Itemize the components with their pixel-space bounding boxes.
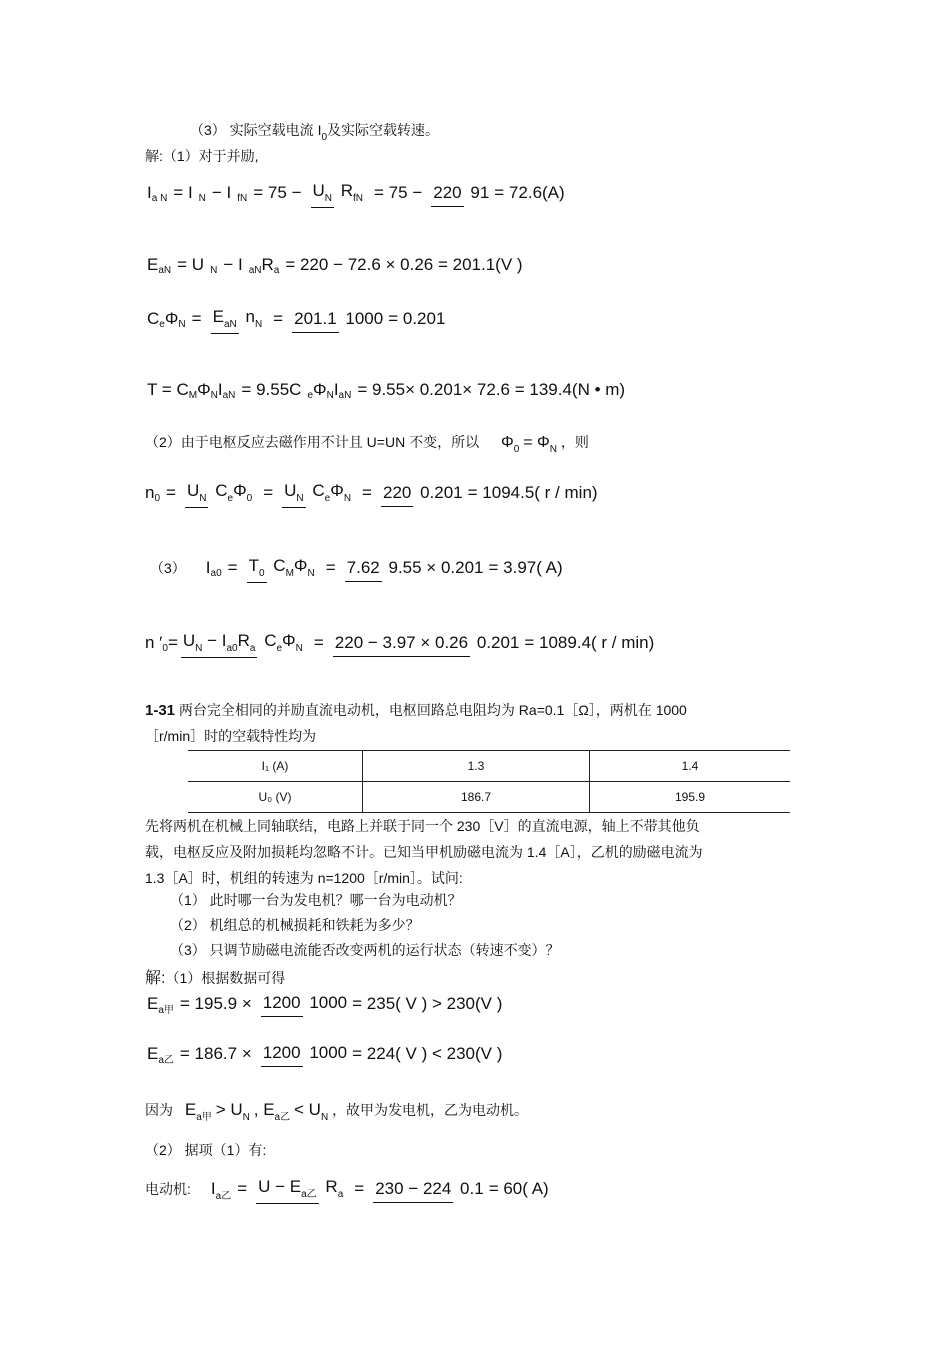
problem-number: 1-31: [145, 702, 176, 719]
eq10-num2: 230 − 224: [373, 1178, 453, 1203]
eq9-t1: = 186.7 ×: [179, 1043, 252, 1063]
eq10-lhs: I: [210, 1179, 216, 1198]
eq8-num: 1200: [261, 992, 303, 1017]
eq5-lhs: n: [145, 483, 155, 502]
eq5-frac2: [282, 478, 353, 508]
eq6-lhs-sub: a0: [210, 567, 222, 579]
eq9-lhs: E: [147, 1043, 159, 1063]
eq1-num: U: [312, 181, 325, 200]
solution2-intro: [145, 965, 285, 988]
eq7-lhs: n ′: [145, 633, 163, 652]
eq1-t2: − I: [211, 183, 232, 202]
eq7-den1-phi: Φ: [282, 631, 296, 650]
eq5-frac3: [381, 480, 465, 507]
table-cell: 195.9: [590, 782, 791, 813]
eq5-num2-sub: N: [296, 493, 304, 504]
eq5-den2: C: [312, 481, 325, 500]
eq5-lhs-sub: 0: [154, 492, 161, 504]
solution2-label: 解:: [145, 970, 166, 987]
eq5-frac1: [185, 478, 254, 508]
eq7-den1-sub: e: [276, 643, 283, 654]
eq1-t1: = I: [173, 183, 193, 202]
eq1-num2: 220: [431, 182, 463, 207]
eq4-t: T = C: [147, 380, 189, 399]
eq4-s2: N: [210, 389, 218, 401]
equation-motor-current: 电动机: I a乙 = U − Ea乙 Ra = 230 − 224 0.1 = 60( A): [145, 1174, 549, 1204]
equation-emf-jia: [147, 990, 502, 1017]
eq4-s5: N: [326, 389, 334, 401]
eq5-den2-phi-sub: N: [343, 493, 352, 504]
eq7-lhs-sub: 0: [162, 642, 168, 654]
part3-heading: [190, 120, 440, 143]
problem-line-1-text: 两台完全相同的并励直流电动机，电枢回路总电阻均为 Ra=0.1［Ω］，两机在 1000: [178, 702, 687, 718]
question-3: （3） 只调节励磁电流能否改变两机的运行状态（转速不变）？: [170, 942, 560, 958]
eq2-t3-sub: a: [273, 264, 280, 276]
eq7-num1c: R: [237, 631, 250, 650]
eq1-t3: = 75 −: [253, 183, 302, 202]
eq10-result: = 60( A): [488, 1179, 549, 1198]
part2-solution: （2） 据项（1）有:: [145, 1142, 267, 1158]
equation-armature-current: [147, 178, 565, 208]
question-2: （2） 机组总的机械损耗和铁耗为多少？: [170, 917, 420, 933]
phiN-sub: N: [549, 444, 557, 455]
concl-c-sub: N: [242, 1112, 250, 1123]
eq5-num2: U: [284, 481, 297, 500]
eq6-den1-phi-sub: N: [307, 568, 315, 579]
eq2-t1-sub: N: [210, 264, 218, 276]
eq9-result: = 224( V ) < 230(V ): [352, 1043, 503, 1063]
eq5-den2-sub: e: [324, 493, 331, 504]
eq10-den1-sub: a: [337, 1189, 344, 1200]
eq10-den2: 0.1: [460, 1178, 484, 1198]
eq6-den2: 9.55 × 0.201: [388, 557, 484, 577]
concl-d: , E: [253, 1100, 275, 1119]
eq3-den: n: [245, 307, 255, 326]
phi-equals: = Φ: [523, 434, 550, 451]
eq1-lhs-sub: a N: [151, 192, 168, 204]
eq4-b: I: [217, 380, 223, 399]
problem-line-2: ［r/min］时的空载特性均为: [145, 728, 317, 744]
eq3-num2: 201.1: [292, 308, 339, 333]
eq1-t1-sub: N: [198, 192, 206, 204]
concl-c: > U: [215, 1100, 243, 1119]
eq4-s6: aN: [338, 389, 352, 401]
eq10-num1: U − E: [258, 1177, 302, 1196]
eq7-num1b-sub: a0: [226, 643, 238, 654]
eq6-den1: C: [273, 556, 286, 575]
part3-text: （3） 实际空载电流 I: [190, 122, 322, 138]
eq8-result: = 235( V ) > 230(V ): [352, 993, 503, 1013]
problem-line-4: 载，电枢反应及附加损耗均忽略不计。已知当甲机励磁电流为 1.4［A］，乙机的励磁电流为: [145, 844, 703, 860]
eq3-phi: Φ: [164, 309, 179, 328]
question-1: （1） 此时哪一台为发电机？哪一台为电动机？: [170, 892, 462, 908]
eq1-lhs: I: [147, 183, 152, 202]
equation-emf: [147, 255, 529, 275]
concl-e: < U: [294, 1100, 321, 1119]
solution-intro: 解:（1）对于并励,: [145, 148, 259, 164]
eq3-lhs: C: [147, 309, 160, 328]
concl-a: 因为: [145, 1102, 173, 1118]
eq10-den1: R: [325, 1177, 338, 1196]
eq1-t4: = 75 −: [374, 183, 423, 202]
concl-f: ，故甲为发电机，乙为电动机。: [332, 1102, 529, 1118]
eq6-den1-sub: M: [285, 568, 294, 579]
eq8-t1: = 195.9 ×: [179, 993, 252, 1013]
table-row: [188, 782, 790, 813]
problem-line-5: 1.3［A］时，机组的转速为 n=1200［r/min］。试问:: [145, 870, 463, 886]
part2-text: [145, 432, 589, 455]
eq7-num1b: − I: [207, 631, 227, 650]
eq9-lhs-sub: a乙: [158, 1055, 174, 1066]
part2-tail: ，则: [560, 434, 589, 450]
eq2-lhs: E: [147, 255, 159, 274]
concl-d-sub: a乙: [274, 1112, 291, 1123]
eq6-frac1: [247, 553, 317, 583]
eq4-s4: e: [307, 389, 313, 401]
eq7-den1: C: [264, 631, 277, 650]
eq1-t2-sub: fN: [237, 192, 248, 204]
eq3-num-sub: aN: [223, 319, 237, 330]
eq1-frac1: [311, 178, 366, 208]
eq2-t3: R: [261, 255, 274, 274]
eq2-t2: − I: [223, 255, 243, 274]
eq3-frac2: [292, 306, 385, 333]
part2-sentence: （2）由于电枢反应去磁作用不计且 U=UN 不变，所以: [145, 434, 480, 450]
eq7-result: = 1089.4( r / min): [524, 633, 655, 652]
eq5-den2-phi: Φ: [330, 481, 344, 500]
eq1-result: = 72.6(A): [494, 183, 565, 202]
eq7-num1-sub: N: [195, 643, 203, 654]
eq2-result: = 220 − 72.6 × 0.26 = 201.1(V ): [285, 255, 523, 274]
concl-e-sub: N: [320, 1112, 329, 1123]
eq5-den1: C: [215, 481, 228, 500]
eq5-result: = 1094.5( r / min): [467, 483, 598, 502]
eq1-den2: 91: [470, 182, 490, 202]
equation-emf-yi: [147, 1040, 502, 1067]
eq4-e: I: [333, 380, 339, 399]
eq8-frac: [261, 990, 349, 1017]
eq9-den: 1000: [309, 1043, 348, 1062]
eq5-den1-phi: Φ: [233, 481, 247, 500]
eq9-num: 1200: [261, 1042, 303, 1067]
eq4-a: Φ: [197, 380, 211, 399]
table-cell: I₁ (A): [188, 751, 363, 782]
eq6-lhs: I: [205, 558, 211, 577]
equation-torque: [147, 380, 631, 400]
eq10-frac2: [373, 1176, 485, 1203]
eq4-c: = 9.55C: [241, 380, 302, 399]
eq9-frac: [261, 1040, 349, 1067]
concl-b-sub: a甲: [196, 1112, 212, 1123]
eq6-label: （3）: [150, 560, 186, 576]
eq1-num-sub: N: [324, 193, 333, 204]
equation-actual-speed: n ′ 0 = UN − Ia0Ra CeΦN = 220 − 3.97 × 0.26 0.201 = 1089.4( r / min): [145, 628, 654, 658]
eq7-num1c-sub: a: [249, 643, 256, 654]
eq4-d: Φ: [313, 380, 327, 399]
eq8-lhs: E: [147, 993, 159, 1013]
table-row: [188, 751, 790, 782]
eq6-result: = 3.97( A): [488, 558, 563, 577]
eq4-s1: M: [188, 389, 198, 401]
eq5-num1-sub: N: [199, 493, 207, 504]
eq2-lhs-sub: aN: [158, 264, 172, 276]
table-cell: 1.3: [363, 751, 590, 782]
table-cell: 1.4: [590, 751, 791, 782]
table-cell: 186.7: [363, 782, 590, 813]
eq3-phi-sub: N: [178, 318, 186, 330]
eq5-num3: 220: [381, 482, 413, 507]
eq6-den1-phi: Φ: [293, 556, 308, 575]
eq1-frac2: [431, 180, 491, 207]
eq5-den3: 0.201: [420, 482, 463, 502]
eq7-frac2: [333, 630, 522, 657]
eq10-num1-sub: a乙: [301, 1189, 317, 1200]
problem-line-1: [145, 700, 687, 720]
eq7-num1: U: [182, 631, 196, 650]
phi0-sub: 0: [513, 444, 520, 455]
eq7-den1-phi-sub: N: [295, 643, 303, 654]
eq3-num: E: [212, 307, 224, 326]
eq7-den2: 0.201: [476, 632, 520, 652]
part3-tail: 及实际空载转速。: [327, 122, 440, 138]
eq6-num1: T: [248, 556, 259, 575]
eq6-num1-sub: 0: [258, 568, 265, 579]
eq7-num2: 220 − 3.97 × 0.26: [333, 632, 470, 657]
eq3-lhs-sub: e: [159, 318, 165, 330]
eq5-den1-sub: e: [227, 493, 234, 504]
eq3-result: = 0.201: [388, 309, 446, 328]
eq6-frac2: [345, 555, 486, 582]
eq8-lhs-sub: a甲: [158, 1005, 174, 1016]
phi0-symbol: Φ: [500, 434, 514, 451]
eq5-num1: U: [186, 481, 200, 500]
eq1-den: R: [340, 181, 354, 200]
conclusion-line: [145, 1100, 529, 1123]
eq2-t1: = U: [177, 255, 205, 274]
solution2-text: （1）根据数据可得: [165, 970, 286, 986]
equation-noload-current: （3） I a0 = T0 CMΦN = 7.62 9.55 × 0.201 = 3.97( A): [150, 553, 563, 583]
eq10-frac1: [256, 1174, 345, 1204]
eq7-frac1: [181, 628, 305, 658]
eq4-result: = 9.55× 0.201× 72.6 = 139.4(N • m): [357, 380, 626, 399]
eq2-t2-sub: aN: [248, 264, 262, 276]
part3-sub: 0: [321, 132, 328, 143]
eq10-label: 电动机:: [145, 1181, 191, 1197]
no-load-characteristic-table: [188, 750, 790, 813]
eq1-den-sub: fN: [353, 193, 364, 204]
equation-ce-phi: C e Φ N = EaN nN = 201.1 1000 = 0.201: [147, 304, 445, 334]
eq10-lhs-sub: a乙: [215, 1190, 232, 1202]
eq8-den: 1000: [309, 993, 348, 1012]
equation-noload-speed: n 0 = UN CeΦ0 = UN CeΦN = 220 0.201 = 1094.5( r / min): [145, 478, 598, 508]
eq4-s3: aN: [222, 389, 236, 401]
eq6-num2: 7.62: [345, 557, 382, 582]
eq5-den1-phi-sub: 0: [246, 493, 253, 504]
concl-b: E: [184, 1100, 197, 1119]
eq3-frac1: [211, 304, 265, 334]
table-cell: U₀ (V): [188, 782, 363, 813]
eq3-den-sub: N: [254, 319, 263, 330]
problem-line-3: 先将两机在机械上同轴联结，电路上并联于同一个 230［V］的直流电源，轴上不带其他负: [145, 818, 700, 834]
eq3-den2: 1000: [345, 308, 384, 328]
